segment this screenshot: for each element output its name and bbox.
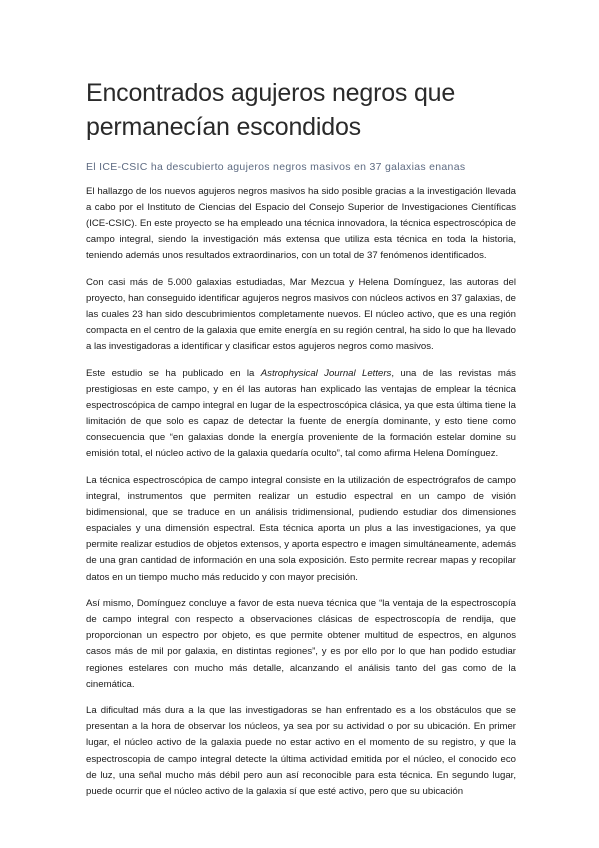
paragraph-3-after: , una de las revistas más prestigiosas en este campo, y en él las autoras han explicado las ventajas de emplear la técnica espectroscópica de campo integral en lugar de la espectroscópica clásica, ya que esta última tiene la limitación de que solo es capaz de detectar la fuente de energía dominante, y esto tiene como consecuencia que “en galaxias donde la energía proveniente de la formación estelar domine su emisión total, el núcleo activo de la galaxia quedaría oculto”, tal como afirma Helena Domínguez. xyxy=(86,367,516,460)
paragraph-3-before: Este estudio se ha publicado en la xyxy=(86,367,261,379)
paragraph-4: La técnica espectroscópica de campo integral consiste en la utilización de espectrógrafos de campo integral, instrumentos que permiten realizar un estudio espectral en un campo de visión bidimensional, que se traduce en un análisis tridimensional, pudiendo estudiar dos dimensiones espaciales y una dimensión espectral. Esta técnica aporta un plus a las investigaciones, ya que permite realizar estudios de objetos extensos, y aporta espectro e imagen simultáneamente, además de una gran cantidad de información en una sola exposición. Esto permite recrear mapas y recopilar datos en un tiempo mucho más reducido y con mayor precisión. xyxy=(86,475,516,583)
paragraph-6: La dificultad más dura a la que las investigadoras se han enfrentado es a los obstáculos que se presentan a la hora de observar los núcleos, ya sea por su actividad o por su ubicación. En primer lugar, el núcleo activo de la galaxia puede no estar activo en el momento de su registro, y que la espectroscopia de campo integral detecte la última actividad emitida por el núcleo, el conocido eco de luz, una señal mucho más débil pero aun así reconocible para esta técnica. En segundo lugar, puede ocurrir que el núcleo activo de la galaxia sí que esté activo, pero que su ubicación xyxy=(86,705,516,797)
paragraph-1: El hallazgo de los nuevos agujeros negros masivos ha sido posible gracias a la investigación llevada a cabo por el Instituto de Ciencias del Espacio del Consejo Superior de Investigaciones Científicas (ICE-CSIC). En este proyecto se ha empleado una técnica innovadora, la técnica espectroscópica de campo integral, siendo la investigación más extensa que utiliza esta técnica en toda la historia, teniendo además unos resultados extraordinarios, con un total de 37 fenómenos identificados. xyxy=(86,186,516,262)
article-title: Encontrados agujeros negros que permanecían escondidos xyxy=(86,79,456,141)
paragraph-2: Con casi más de 5.000 galaxias estudiadas, Mar Mezcua y Helena Domínguez, las autoras del proyecto, han conseguido identificar agujeros negros masivos con núcleos activos en 37 galaxias, de las cuales 23 han sido descubrimientos completamente nuevos. El núcleo activo, que es una región compacta en el centro de la galaxia que emite energía en su región central, ha sido lo que ha llevado a las investigadoras a identificar y clasificar estos agujeros negros como masivos. xyxy=(86,276,516,353)
paragraph-3 xyxy=(86,366,516,463)
article-body xyxy=(86,184,516,810)
journal-name: Astrophysical Journal Letters xyxy=(260,367,392,379)
article-subtitle: El ICE-CSIC ha descubierto agujeros negros masivos en 37 galaxias enanas xyxy=(86,161,466,173)
paragraph-5: Así mismo, Domínguez concluye a favor de esta nueva técnica que “la ventaja de la espectroscopía de campo integral con respecto a observaciones clásicas de espectroscopía de rendija, que proporcionan un espectro por objeto, es que permite obtener multitud de espectros, en algunos casos más de mil por galaxia, en distintas regiones”, y es por ello por lo que han podido estudiar regiones estelares con mucho más detalle, alcanzando el análisis tanto del gas como de la cinemática. xyxy=(86,598,516,690)
